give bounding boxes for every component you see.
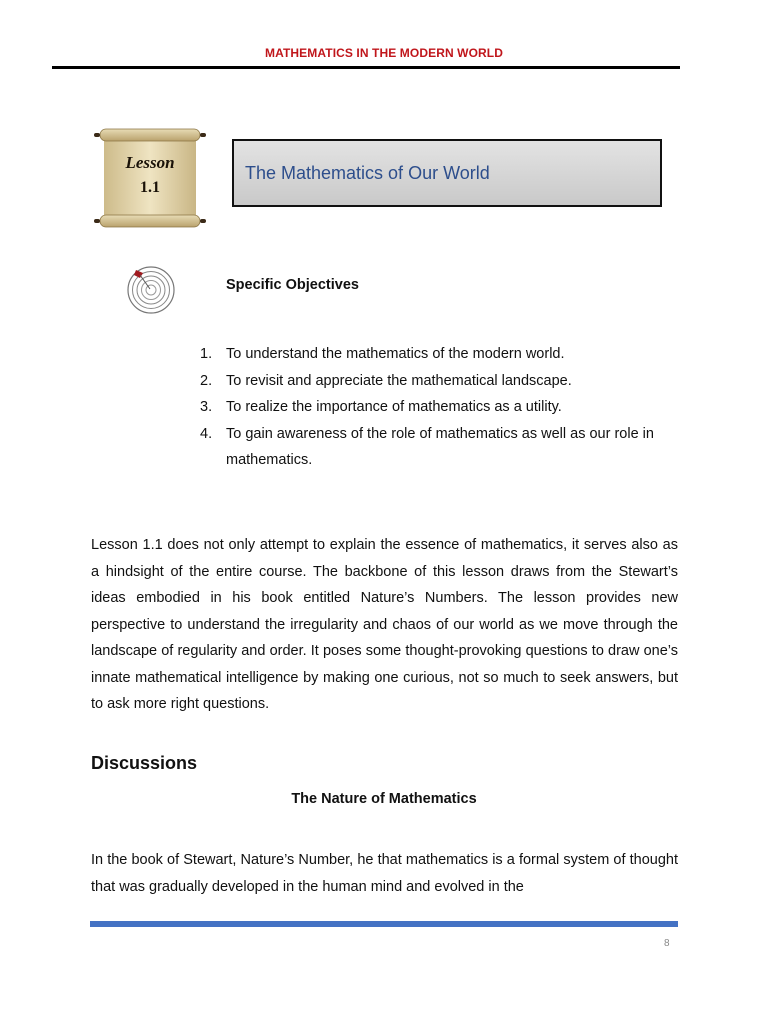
objectives-heading: Specific Objectives bbox=[226, 277, 359, 293]
footer-rule bbox=[90, 921, 678, 927]
section-subheading: The Nature of Mathematics bbox=[291, 791, 477, 807]
page-number: 8 bbox=[664, 938, 670, 949]
lesson-badge-number: 1.1 bbox=[140, 179, 160, 196]
list-item: 4. To gain awareness of the role of mathematics as well as our role in mathematics. bbox=[200, 425, 654, 468]
lesson-scroll-icon bbox=[94, 124, 206, 232]
discussion-paragraph: In the book of Stewart, Nature’s Number, he that mathematics is a formal system of thought that was gradually developed in the human mind and evolved in the bbox=[91, 852, 678, 895]
objectives-list bbox=[200, 341, 700, 474]
lesson-title: The Mathematics of Our World bbox=[245, 163, 490, 183]
header-rule bbox=[52, 66, 680, 69]
list-item: 3. To realize the importance of mathematics as a utility. bbox=[200, 399, 562, 415]
intro-paragraph: Lesson 1.1 does not only attempt to explain the essence of mathematics, it serves also as a hindsight of the entire course. The backbone of this lesson draws from the Stewart’s ideas embodied in his book entitled Nature’s Numbers. The lesson provides new perspective to understand the irregularity and chaos of our world as we move through the landscape of regularity and order. It poses some thought-provoking questions to draw one’s innate mathematical intelligence by making one curious, not so much to seek answers, but to ask more right questions. bbox=[91, 537, 678, 712]
list-item: 2. To revisit and appreciate the mathematical landscape. bbox=[200, 372, 572, 389]
lesson-title-box bbox=[232, 139, 662, 207]
lesson-badge-word: Lesson bbox=[125, 153, 175, 172]
discussions-heading: Discussions bbox=[91, 753, 198, 773]
target-icon bbox=[126, 264, 176, 314]
list-item: 1. To understand the mathematics of the modern world. bbox=[200, 346, 565, 362]
running-header: MATHEMATICS IN THE MODERN WORLD bbox=[265, 46, 503, 60]
